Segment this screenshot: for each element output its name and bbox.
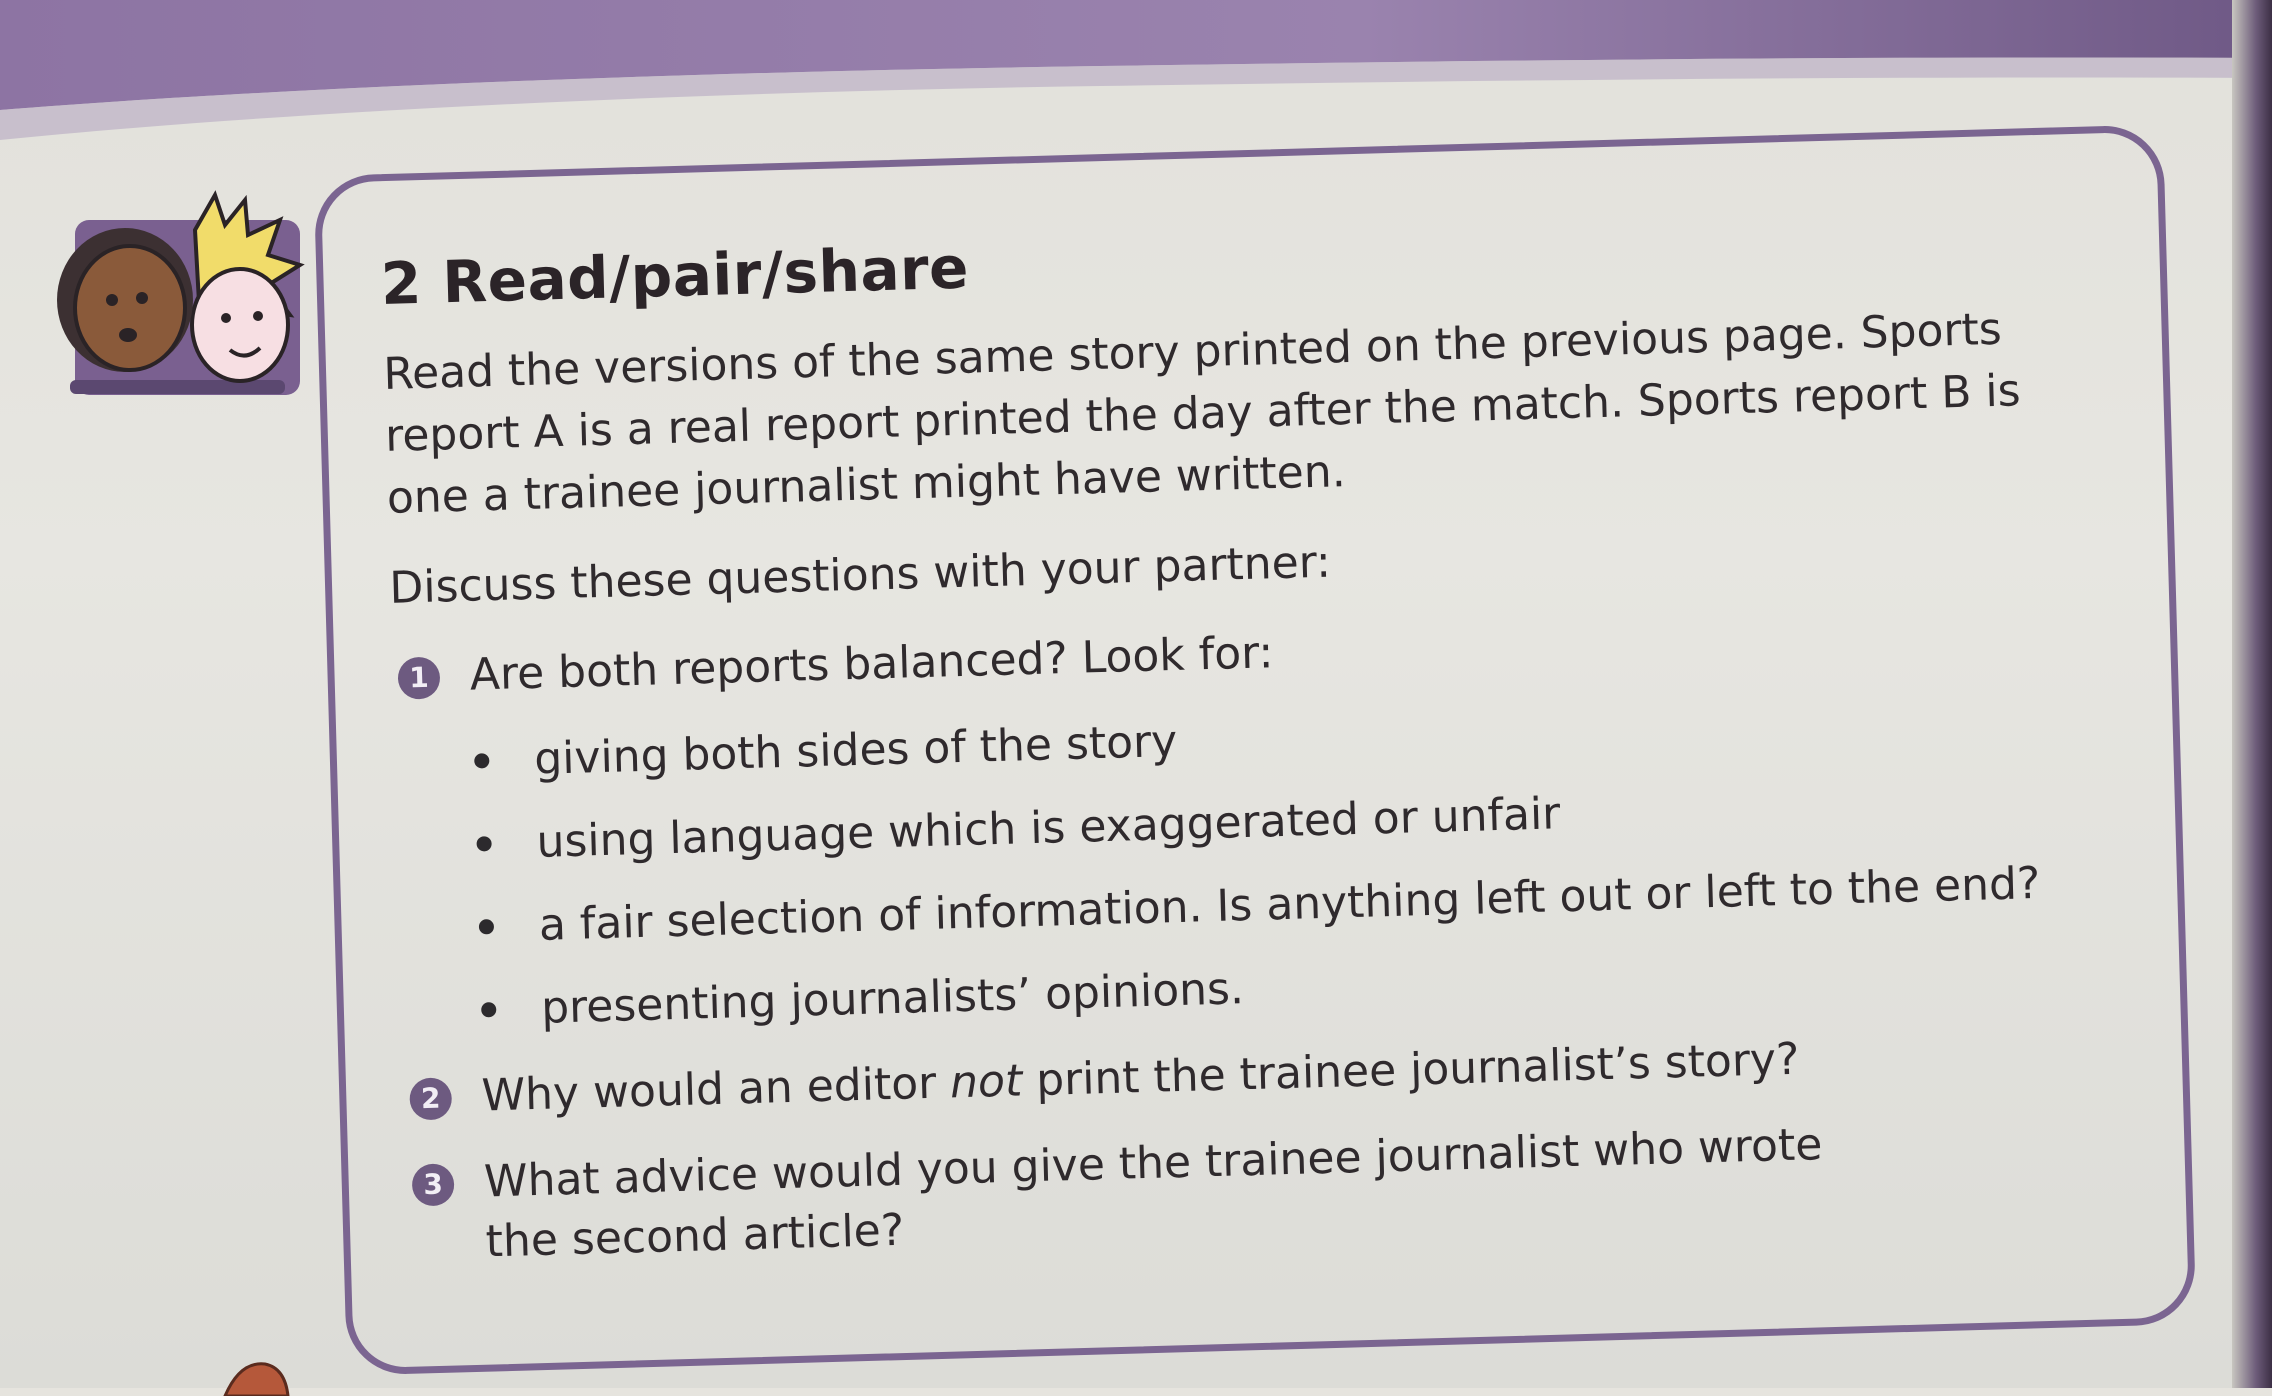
question-2-emphasis: not [949, 1055, 1023, 1109]
bullet-text: giving both sides of the story [533, 715, 1178, 785]
question-1-bullets [394, 687, 2062, 1042]
question-2-text-start: Why would an editor [480, 1057, 951, 1122]
question-2 [403, 1022, 2064, 1128]
numbered-circle-icon: 1 [397, 657, 440, 700]
pencil-tip-icon [220, 1356, 290, 1396]
bullet-dot-icon [474, 753, 489, 768]
bullet-dot-icon [481, 1002, 496, 1017]
discussion-prompt: Discuss these questions with your partner: [388, 536, 1332, 614]
bullet-dot-icon [476, 836, 491, 851]
question-3-text: What advice would you give the trainee journalist who wrote the second article? [483, 1119, 1823, 1268]
question-3 [405, 1108, 2068, 1274]
numbered-circle-icon: 3 [412, 1163, 455, 1206]
page-edge-shadow [2232, 0, 2272, 1388]
question-1-text: Are both reports balanced? Look for: [469, 627, 1274, 701]
intro-paragraph: Read the versions of the same story printed on the previous page. Sports report A is a real report printed the day after the match. Sports report B is one a trainee journalist might have written. [382, 303, 2022, 524]
bullet-text: a fair selection of information. Is anything left out or left to the end? [538, 857, 2041, 951]
bullet-text: presenting journalists’ opinions. [540, 963, 1245, 1034]
activity-content [380, 204, 2069, 1301]
numbered-circle-icon: 2 [409, 1077, 452, 1120]
activity-heading: 2 Read/pair/share [380, 233, 970, 318]
bullet-dot-icon [479, 919, 494, 934]
purple-header-band [0, 0, 2272, 150]
question-2-text-end: print the trainee journalist’s story? [1021, 1033, 1800, 1107]
two-children-faces-icon [30, 190, 330, 420]
bullet-text: using language which is exaggerated or unfair [535, 788, 1561, 868]
question-1 [391, 601, 2052, 707]
